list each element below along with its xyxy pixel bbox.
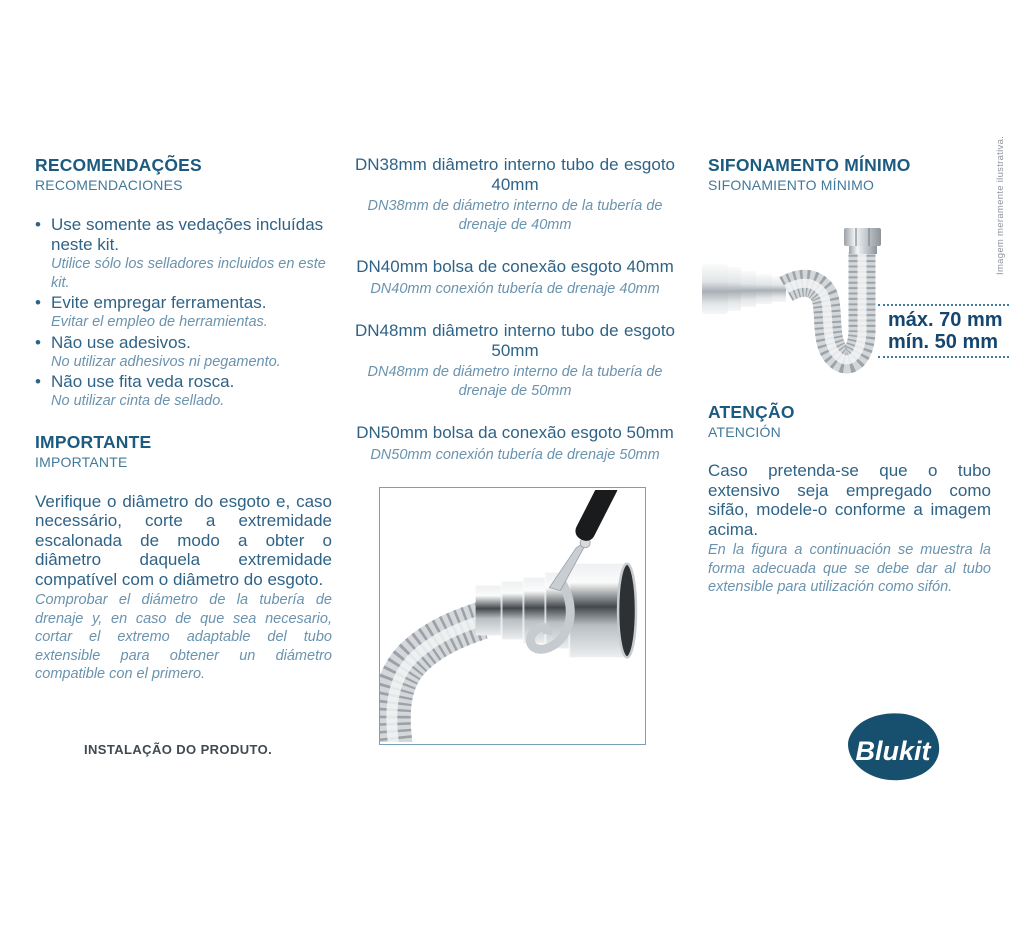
recommendations-title-es: RECOMENDACIONES <box>35 177 183 193</box>
important-title-es: IMPORTANTE <box>35 453 128 470</box>
list-item-text-pt: Use somente as vedações incluídas neste kit. <box>51 215 324 254</box>
dimension-line-bottom <box>878 356 1009 358</box>
important-body-es: Comprobar el diámetro de la tubería de drenaje y, en caso de que sea necesario, cortar el extremo adaptable del tubo extensible para obtener un diámetro compatible con el primero. <box>35 592 332 682</box>
spec-text-pt: DN50mm bolsa da conexão esgoto 50mm <box>356 423 674 442</box>
recommendations-title-pt: RECOMENDAÇÕES <box>35 155 202 175</box>
list-item <box>35 333 332 372</box>
siphon-title-es: SIFONAMIENTO MÍNIMO <box>708 177 875 193</box>
siphon-nut <box>844 228 881 246</box>
list-item <box>35 372 332 411</box>
list-item-text-pt: Não use adesivos. <box>51 332 191 352</box>
important-section <box>35 432 332 684</box>
blukit-logo-text: Blukit <box>855 736 931 766</box>
dimension-min: mín. 50 mm <box>888 331 999 353</box>
list-item <box>35 215 332 292</box>
spec-text-es: DN48mm de diámetro interno de la tubería de drenaje de 50mm <box>367 364 663 399</box>
spec-text-es: DN50mm conexión tubería de drenaje 50mm <box>370 446 660 463</box>
siphon-figure <box>708 208 1003 390</box>
spec-dn48 <box>355 321 675 400</box>
blukit-logo <box>843 711 943 783</box>
bullet-icon: • <box>35 372 41 391</box>
list-item-text-es: Utilice sólo los selladores incluidos en este kit. <box>51 256 326 291</box>
bullet-icon: • <box>35 293 41 312</box>
attention-body-es: En la figura a continuación se muestra la forma adecuada que se debe dar al tubo extensible para utilización como sifón. <box>708 542 991 595</box>
spec-text-pt: DN48mm diâmetro interno tubo de esgoto 50mm <box>355 321 675 360</box>
spec-dn50 <box>355 423 675 464</box>
image-disclaimer-note: Imagem meramente ilustrativa. <box>995 135 1006 275</box>
spec-dn38 <box>355 155 675 234</box>
list-item-text-es: Evitar el empleo de herramientas. <box>51 314 268 330</box>
attention-body-pt: Caso pretenda-se que o tubo extensivo seja empregado como sifão, modele-o conforme a imagem acima. <box>708 461 991 539</box>
installation-caption: INSTALAÇÃO DO PRODUTO. <box>84 742 273 757</box>
spec-text-es: DN40mm conexión tubería de drenaje 40mm <box>370 280 660 297</box>
important-body-pt: Verifique o diâmetro do esgoto e, caso necessário, corte a extremidade escalonada de modo a obter o diâmetro daquela extremidade compatível com o diâmetro do esgoto. <box>35 491 332 589</box>
column-specifications <box>355 155 675 745</box>
dimension-label <box>888 309 1008 353</box>
attention-title-es: ATENCIÓN <box>708 424 781 440</box>
tube-cutting-photo <box>379 487 646 745</box>
list-item-text-pt: Evite empregar ferramentas. <box>51 293 267 312</box>
important-title-pt: IMPORTANTE <box>35 431 152 452</box>
bullet-icon: • <box>35 332 41 352</box>
list-item-text-pt: Não use fita veda rosca. <box>51 372 235 391</box>
knife-handle <box>572 490 620 544</box>
recommendations-list <box>35 215 332 411</box>
spec-dn40 <box>355 257 675 298</box>
dimension-max: máx. 70 mm <box>888 309 1003 331</box>
spec-text-pt: DN38mm diâmetro interno tubo de esgoto 40mm <box>355 155 675 194</box>
siphon-photo <box>698 208 898 388</box>
attention-section <box>708 402 991 597</box>
cut-tube-illustration <box>380 490 643 742</box>
dimension-line-top <box>878 304 1009 306</box>
list-item-text-es: No utilizar cinta de sellado. <box>51 393 225 409</box>
attention-title-pt: ATENÇÃO <box>708 402 795 422</box>
bullet-icon: • <box>35 215 41 234</box>
spec-text-es: DN38mm de diámetro interno de la tubería de drenaje de 40mm <box>367 198 663 233</box>
siphon-title-pt: SIFONAMENTO MÍNIMO <box>708 155 911 175</box>
list-item-text-es: No utilizar adhesivos ni pegamento. <box>51 353 281 370</box>
spec-text-pt: DN40mm bolsa de conexão esgoto 40mm <box>356 257 674 276</box>
column-recommendations <box>35 155 332 684</box>
list-item <box>35 293 332 332</box>
